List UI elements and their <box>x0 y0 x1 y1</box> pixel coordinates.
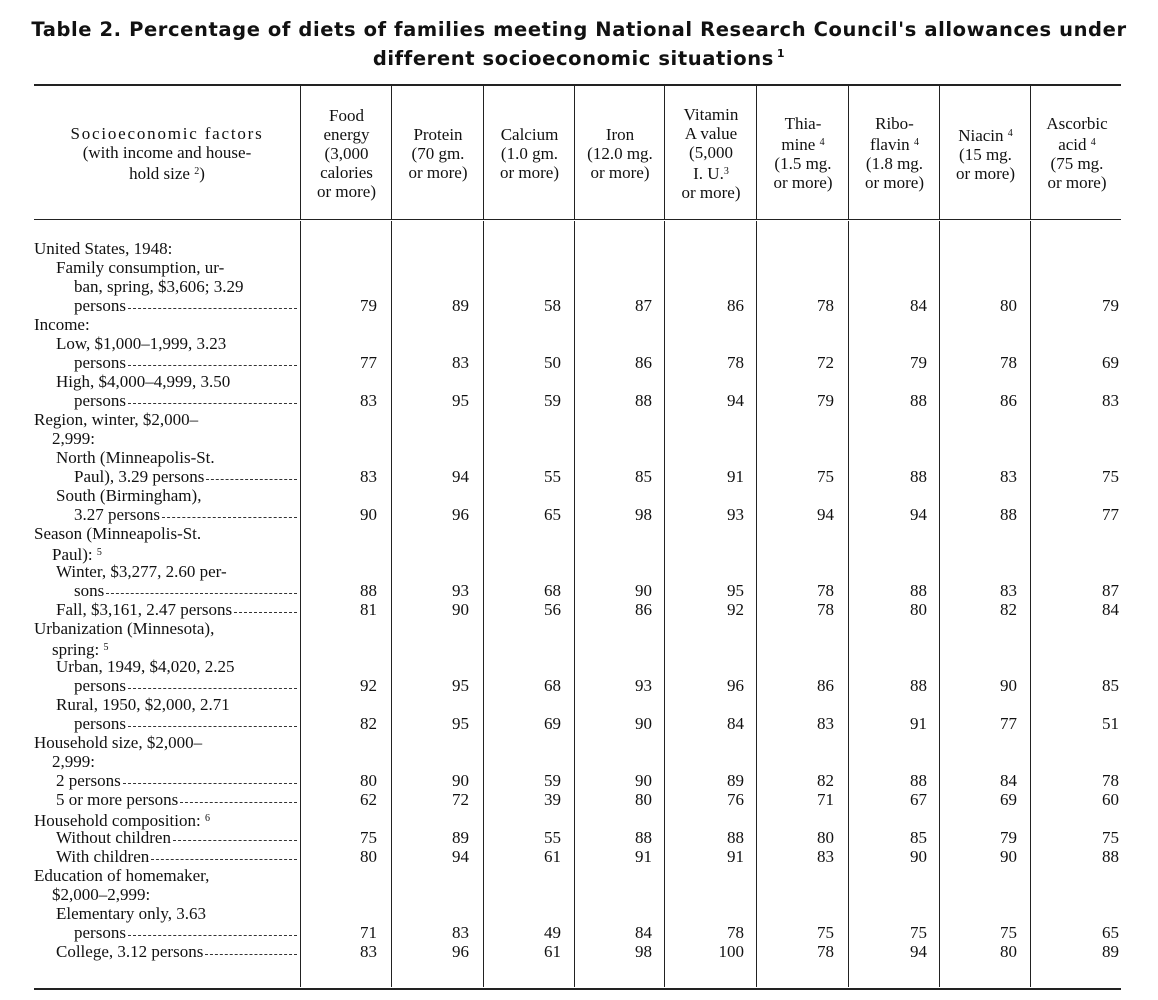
row-label <box>34 600 297 619</box>
row-label <box>34 904 297 942</box>
cell-riboflavin: 91 <box>910 714 927 733</box>
cell-protein: 89 <box>452 828 469 847</box>
cell-vitamin_a: 78 <box>727 923 744 942</box>
cell-ascorbic: 51 <box>1102 714 1119 733</box>
group-heading <box>34 410 297 448</box>
cell-iron: 98 <box>635 505 652 524</box>
column-header-line: (5,000 <box>689 142 733 162</box>
cell-calcium: 58 <box>544 296 561 315</box>
row-label-line: persons <box>56 676 297 695</box>
column-header-line: Ribo- <box>875 114 914 133</box>
row-label-line: Paul), 3.29 persons <box>56 467 297 486</box>
column-header-line: Food <box>329 105 364 125</box>
cell-calcium: 50 <box>544 353 561 372</box>
column-header-line: Iron <box>605 124 635 144</box>
cell-thiamine: 78 <box>817 296 834 315</box>
cell-energy: 83 <box>360 391 377 410</box>
title-line-1: Table 2. Percentage of diets of families meeting National Research Council's allowances under <box>31 18 1127 41</box>
cell-niacin: 78 <box>1000 353 1017 372</box>
cell-protein: 95 <box>452 714 469 733</box>
cell-ascorbic: 84 <box>1102 600 1119 619</box>
row-label <box>34 942 297 961</box>
leader-dots <box>128 403 297 404</box>
stub-header-line: hold size $^2$) <box>129 163 205 183</box>
cell-energy: 92 <box>360 676 377 695</box>
cell-ascorbic: 75 <box>1102 828 1119 847</box>
cell-protein: 96 <box>452 942 469 961</box>
cell-energy: 71 <box>360 923 377 942</box>
cell-vitamin_a: 93 <box>727 505 744 524</box>
leader-dots <box>128 365 297 366</box>
column-divider <box>574 221 575 987</box>
row-label-line: With children <box>56 847 297 866</box>
cell-niacin: 77 <box>1000 714 1017 733</box>
leader-dots <box>123 783 297 784</box>
cell-vitamin_a: 84 <box>727 714 744 733</box>
cell-thiamine: 94 <box>817 505 834 524</box>
leader-dots <box>128 688 297 689</box>
leader-dots <box>106 593 297 594</box>
column-header-line: energy <box>323 124 370 144</box>
cell-niacin: 75 <box>1000 923 1017 942</box>
column-header-line: or more) <box>316 181 376 201</box>
row-label <box>34 334 297 372</box>
cell-riboflavin: 67 <box>910 790 927 809</box>
cell-thiamine: 78 <box>817 600 834 619</box>
column-header-line: or more) <box>408 162 468 182</box>
row-label-line: spring: $^5$ <box>52 640 109 659</box>
table-title <box>30 18 1128 71</box>
cell-riboflavin: 79 <box>910 353 927 372</box>
row-label <box>34 695 297 733</box>
cell-iron: 93 <box>635 676 652 695</box>
column-header-line: (1.0 gm. <box>500 143 559 163</box>
leader-dots <box>162 517 297 518</box>
row-label-line: College, 3.12 persons <box>56 942 297 961</box>
cell-riboflavin: 94 <box>910 505 927 524</box>
cell-niacin: 83 <box>1000 467 1017 486</box>
column-header-line: or more) <box>681 182 741 202</box>
cell-protein: 94 <box>452 467 469 486</box>
row-label-line: Region, winter, $2,000– <box>34 410 199 429</box>
cell-ascorbic: 83 <box>1102 391 1119 410</box>
cell-calcium: 61 <box>544 847 561 866</box>
row-label-line: sons <box>56 581 297 600</box>
row-label-line: Urbanization (Minnesota), <box>34 619 215 638</box>
row-label-line: High, $4,000–4,999, 3.50 <box>56 372 231 391</box>
cell-ascorbic: 69 <box>1102 353 1119 372</box>
column-header-line: (12.0 mg. <box>587 143 653 163</box>
cell-riboflavin: 88 <box>910 771 927 790</box>
row-label-line: $2,000–2,999: <box>52 885 151 904</box>
cell-protein: 93 <box>452 581 469 600</box>
cell-niacin: 80 <box>1000 296 1017 315</box>
cell-energy: 80 <box>360 771 377 790</box>
cell-energy: 75 <box>360 828 377 847</box>
cell-protein: 95 <box>452 391 469 410</box>
group-heading <box>34 315 297 334</box>
cell-vitamin_a: 86 <box>727 296 744 315</box>
cell-niacin: 69 <box>1000 790 1017 809</box>
column-divider <box>664 221 665 987</box>
cell-calcium: 69 <box>544 714 561 733</box>
cell-protein: 96 <box>452 505 469 524</box>
column-divider <box>848 221 849 987</box>
row-label-line: 2 persons <box>56 771 297 790</box>
column-header-energy <box>300 86 392 220</box>
cell-ascorbic: 85 <box>1102 676 1119 695</box>
row-label-line: Fall, $3,161, 2.47 persons <box>56 600 297 619</box>
cell-iron: 91 <box>635 847 652 866</box>
cell-thiamine: 83 <box>817 714 834 733</box>
column-header-line: Calcium <box>500 124 559 144</box>
cell-ascorbic: 75 <box>1102 467 1119 486</box>
row-label <box>34 771 297 790</box>
cell-niacin: 90 <box>1000 847 1017 866</box>
row-label-line: Rural, 1950, $2,000, 2.71 <box>56 695 230 714</box>
column-header-line: (75 mg. <box>1050 154 1104 173</box>
column-header-line: Thia- <box>784 114 822 133</box>
cell-riboflavin: 75 <box>910 923 927 942</box>
cell-riboflavin: 85 <box>910 828 927 847</box>
row-label-line: Paul): $^5$ <box>52 545 102 564</box>
cell-calcium: 55 <box>544 828 561 847</box>
stub-header-line: Socioeconomic factors <box>70 123 264 143</box>
column-header-line: or more) <box>773 173 833 192</box>
row-label-line: Family consumption, ur- <box>56 258 225 277</box>
row-label <box>34 790 297 809</box>
cell-vitamin_a: 91 <box>727 847 744 866</box>
cell-niacin: 83 <box>1000 581 1017 600</box>
cell-vitamin_a: 76 <box>727 790 744 809</box>
leader-dots <box>205 954 297 955</box>
cell-niacin: 80 <box>1000 942 1017 961</box>
cell-iron: 87 <box>635 296 652 315</box>
cell-iron: 85 <box>635 467 652 486</box>
column-header-line: or more) <box>499 162 559 182</box>
column-header-line: acid $^4$ <box>1058 135 1096 154</box>
cell-thiamine: 75 <box>817 467 834 486</box>
cell-calcium: 65 <box>544 505 561 524</box>
cell-iron: 84 <box>635 923 652 942</box>
column-header-line: (15 mg. <box>959 144 1012 164</box>
cell-protein: 83 <box>452 923 469 942</box>
cell-iron: 86 <box>635 600 652 619</box>
cell-ascorbic: 79 <box>1102 296 1119 315</box>
row-label-line: Income: <box>34 315 90 334</box>
cell-ascorbic: 89 <box>1102 942 1119 961</box>
stub-header-line: (with income and house- <box>82 142 252 162</box>
row-label <box>34 828 297 847</box>
cell-protein: 83 <box>452 353 469 372</box>
column-divider <box>391 221 392 987</box>
cell-calcium: 59 <box>544 771 561 790</box>
leader-dots <box>206 479 297 480</box>
cell-niacin: 82 <box>1000 600 1017 619</box>
cell-iron: 90 <box>635 771 652 790</box>
cell-riboflavin: 94 <box>910 942 927 961</box>
cell-energy: 90 <box>360 505 377 524</box>
leader-dots <box>180 802 297 803</box>
leader-dots <box>234 612 297 613</box>
column-header-line: Vitamin <box>683 104 739 124</box>
column-header-calcium <box>483 86 575 220</box>
cell-protein: 94 <box>452 847 469 866</box>
row-label-line: persons <box>56 353 297 372</box>
cell-vitamin_a: 94 <box>727 391 744 410</box>
leader-dots <box>151 859 297 860</box>
row-label <box>34 258 297 315</box>
cell-riboflavin: 88 <box>910 676 927 695</box>
row-label <box>34 562 297 600</box>
row-label-line: Urban, 1949, $4,020, 2.25 <box>56 657 235 676</box>
cell-ascorbic: 77 <box>1102 505 1119 524</box>
row-label <box>34 657 297 695</box>
cell-ascorbic: 60 <box>1102 790 1119 809</box>
column-header-line: Protein <box>413 124 463 144</box>
group-heading <box>34 866 297 904</box>
cell-energy: 79 <box>360 296 377 315</box>
column-header-line: (1.8 mg. <box>865 154 924 173</box>
cell-thiamine: 75 <box>817 923 834 942</box>
row-label-line: persons <box>56 391 297 410</box>
row-label <box>34 847 297 866</box>
row-label-line: 2,999: <box>52 752 95 771</box>
row-label-line: persons <box>56 714 297 733</box>
cell-vitamin_a: 96 <box>727 676 744 695</box>
row-label-line: Household composition: $^6$ <box>34 811 210 830</box>
cell-riboflavin: 88 <box>910 581 927 600</box>
cell-riboflavin: 88 <box>910 467 927 486</box>
row-label-line: North (Minneapolis-St. <box>56 448 215 467</box>
row-label-line: Without children <box>56 828 297 847</box>
row-label-line: Season (Minneapolis-St. <box>34 524 202 543</box>
group-heading <box>34 239 297 258</box>
cell-thiamine: 72 <box>817 353 834 372</box>
column-header-line: (3,000 <box>324 143 369 163</box>
row-label-line: Elementary only, 3.63 <box>56 904 206 923</box>
cell-thiamine: 78 <box>817 942 834 961</box>
cell-iron: 86 <box>635 353 652 372</box>
cell-thiamine: 79 <box>817 391 834 410</box>
cell-calcium: 49 <box>544 923 561 942</box>
cell-thiamine: 80 <box>817 828 834 847</box>
column-header-line: mine $^4$ <box>781 135 825 154</box>
column-header-thiamine <box>756 86 849 220</box>
cell-vitamin_a: 78 <box>727 353 744 372</box>
row-label-line: ban, spring, $3,606; 3.29 <box>74 277 244 296</box>
cell-ascorbic: 88 <box>1102 847 1119 866</box>
row-label-line: persons <box>56 923 297 942</box>
column-divider <box>483 221 484 987</box>
cell-iron: 80 <box>635 790 652 809</box>
cell-iron: 90 <box>635 714 652 733</box>
cell-energy: 83 <box>360 942 377 961</box>
cell-riboflavin: 88 <box>910 391 927 410</box>
leader-dots <box>128 308 297 309</box>
cell-calcium: 61 <box>544 942 561 961</box>
row-label-line: 2,999: <box>52 429 95 448</box>
column-header-riboflavin <box>848 86 940 220</box>
row-label-line: Household size, $2,000– <box>34 733 203 752</box>
column-header-line: or more) <box>1047 173 1107 192</box>
cell-vitamin_a: 89 <box>727 771 744 790</box>
cell-riboflavin: 90 <box>910 847 927 866</box>
cell-calcium: 59 <box>544 391 561 410</box>
cell-ascorbic: 87 <box>1102 581 1119 600</box>
column-header-line: (1.5 mg. <box>774 154 832 173</box>
stub-header <box>34 86 300 220</box>
row-label-line: 3.27 persons <box>56 505 297 524</box>
cell-riboflavin: 80 <box>910 600 927 619</box>
cell-iron: 98 <box>635 942 652 961</box>
cell-vitamin_a: 91 <box>727 467 744 486</box>
cell-energy: 62 <box>360 790 377 809</box>
column-header-line: or more) <box>864 173 924 192</box>
column-header-iron <box>574 86 665 220</box>
cell-energy: 83 <box>360 467 377 486</box>
cell-energy: 80 <box>360 847 377 866</box>
cell-niacin: 88 <box>1000 505 1017 524</box>
cell-iron: 88 <box>635 828 652 847</box>
cell-thiamine: 82 <box>817 771 834 790</box>
row-label-line: United States, 1948: <box>34 239 173 258</box>
row-label-line: Low, $1,000–1,999, 3.23 <box>56 334 227 353</box>
cell-calcium: 55 <box>544 467 561 486</box>
column-header-line: or more) <box>590 162 650 182</box>
cell-vitamin_a: 88 <box>727 828 744 847</box>
cell-thiamine: 83 <box>817 847 834 866</box>
column-header-line: Niacin $^4$ <box>958 125 1013 145</box>
cell-vitamin_a: 92 <box>727 600 744 619</box>
group-heading <box>34 733 297 771</box>
cell-protein: 90 <box>452 771 469 790</box>
column-header-line: A value <box>684 123 738 143</box>
cell-thiamine: 78 <box>817 581 834 600</box>
group-heading <box>34 809 297 830</box>
leader-dots <box>173 840 297 841</box>
group-heading <box>34 524 297 564</box>
row-label-line: Education of homemaker, <box>34 866 210 885</box>
cell-vitamin_a: 100 <box>718 942 744 961</box>
leader-dots <box>128 935 297 936</box>
column-divider <box>756 221 757 987</box>
cell-iron: 90 <box>635 581 652 600</box>
column-header-line: flavin $^4$ <box>870 135 919 154</box>
cell-energy: 88 <box>360 581 377 600</box>
cell-riboflavin: 84 <box>910 296 927 315</box>
cell-protein: 89 <box>452 296 469 315</box>
column-header-niacin <box>939 86 1031 220</box>
row-label <box>34 448 297 486</box>
column-header-protein <box>391 86 484 220</box>
column-header-vitamin_a <box>664 86 757 220</box>
cell-calcium: 68 <box>544 581 561 600</box>
cell-calcium: 68 <box>544 676 561 695</box>
row-label-line: Winter, $3,277, 2.60 per- <box>56 562 227 581</box>
group-heading <box>34 619 297 659</box>
column-header-line: Ascorbic <box>1046 114 1108 133</box>
column-divider <box>939 221 940 987</box>
column-header-ascorbic <box>1030 86 1123 220</box>
column-header-line: calories <box>320 162 373 182</box>
row-label-line: South (Birmingham), <box>56 486 202 505</box>
column-divider <box>300 221 301 987</box>
table-bottom-rule <box>34 988 1121 990</box>
row-label-line: persons <box>56 296 297 315</box>
cell-niacin: 84 <box>1000 771 1017 790</box>
title-footnote-marker: 1 <box>776 47 786 60</box>
cell-vitamin_a: 95 <box>727 581 744 600</box>
cell-niacin: 86 <box>1000 391 1017 410</box>
cell-thiamine: 86 <box>817 676 834 695</box>
row-label-line: 5 or more persons <box>56 790 297 809</box>
row-label <box>34 486 297 524</box>
cell-niacin: 79 <box>1000 828 1017 847</box>
cell-energy: 81 <box>360 600 377 619</box>
cell-iron: 88 <box>635 391 652 410</box>
cell-ascorbic: 78 <box>1102 771 1119 790</box>
cell-protein: 72 <box>452 790 469 809</box>
leader-dots <box>128 726 297 727</box>
cell-ascorbic: 65 <box>1102 923 1119 942</box>
title-line-2: different socioeconomic situations <box>372 47 774 70</box>
cell-calcium: 56 <box>544 600 561 619</box>
column-header-line: or more) <box>955 163 1015 183</box>
column-divider <box>1030 221 1031 987</box>
cell-thiamine: 71 <box>817 790 834 809</box>
cell-protein: 95 <box>452 676 469 695</box>
column-header-line: (70 gm. <box>411 143 465 163</box>
cell-energy: 77 <box>360 353 377 372</box>
row-label <box>34 372 297 410</box>
column-header-line: I. U.$^3$ <box>693 163 729 183</box>
cell-protein: 90 <box>452 600 469 619</box>
cell-energy: 82 <box>360 714 377 733</box>
cell-niacin: 90 <box>1000 676 1017 695</box>
cell-calcium: 39 <box>544 790 561 809</box>
